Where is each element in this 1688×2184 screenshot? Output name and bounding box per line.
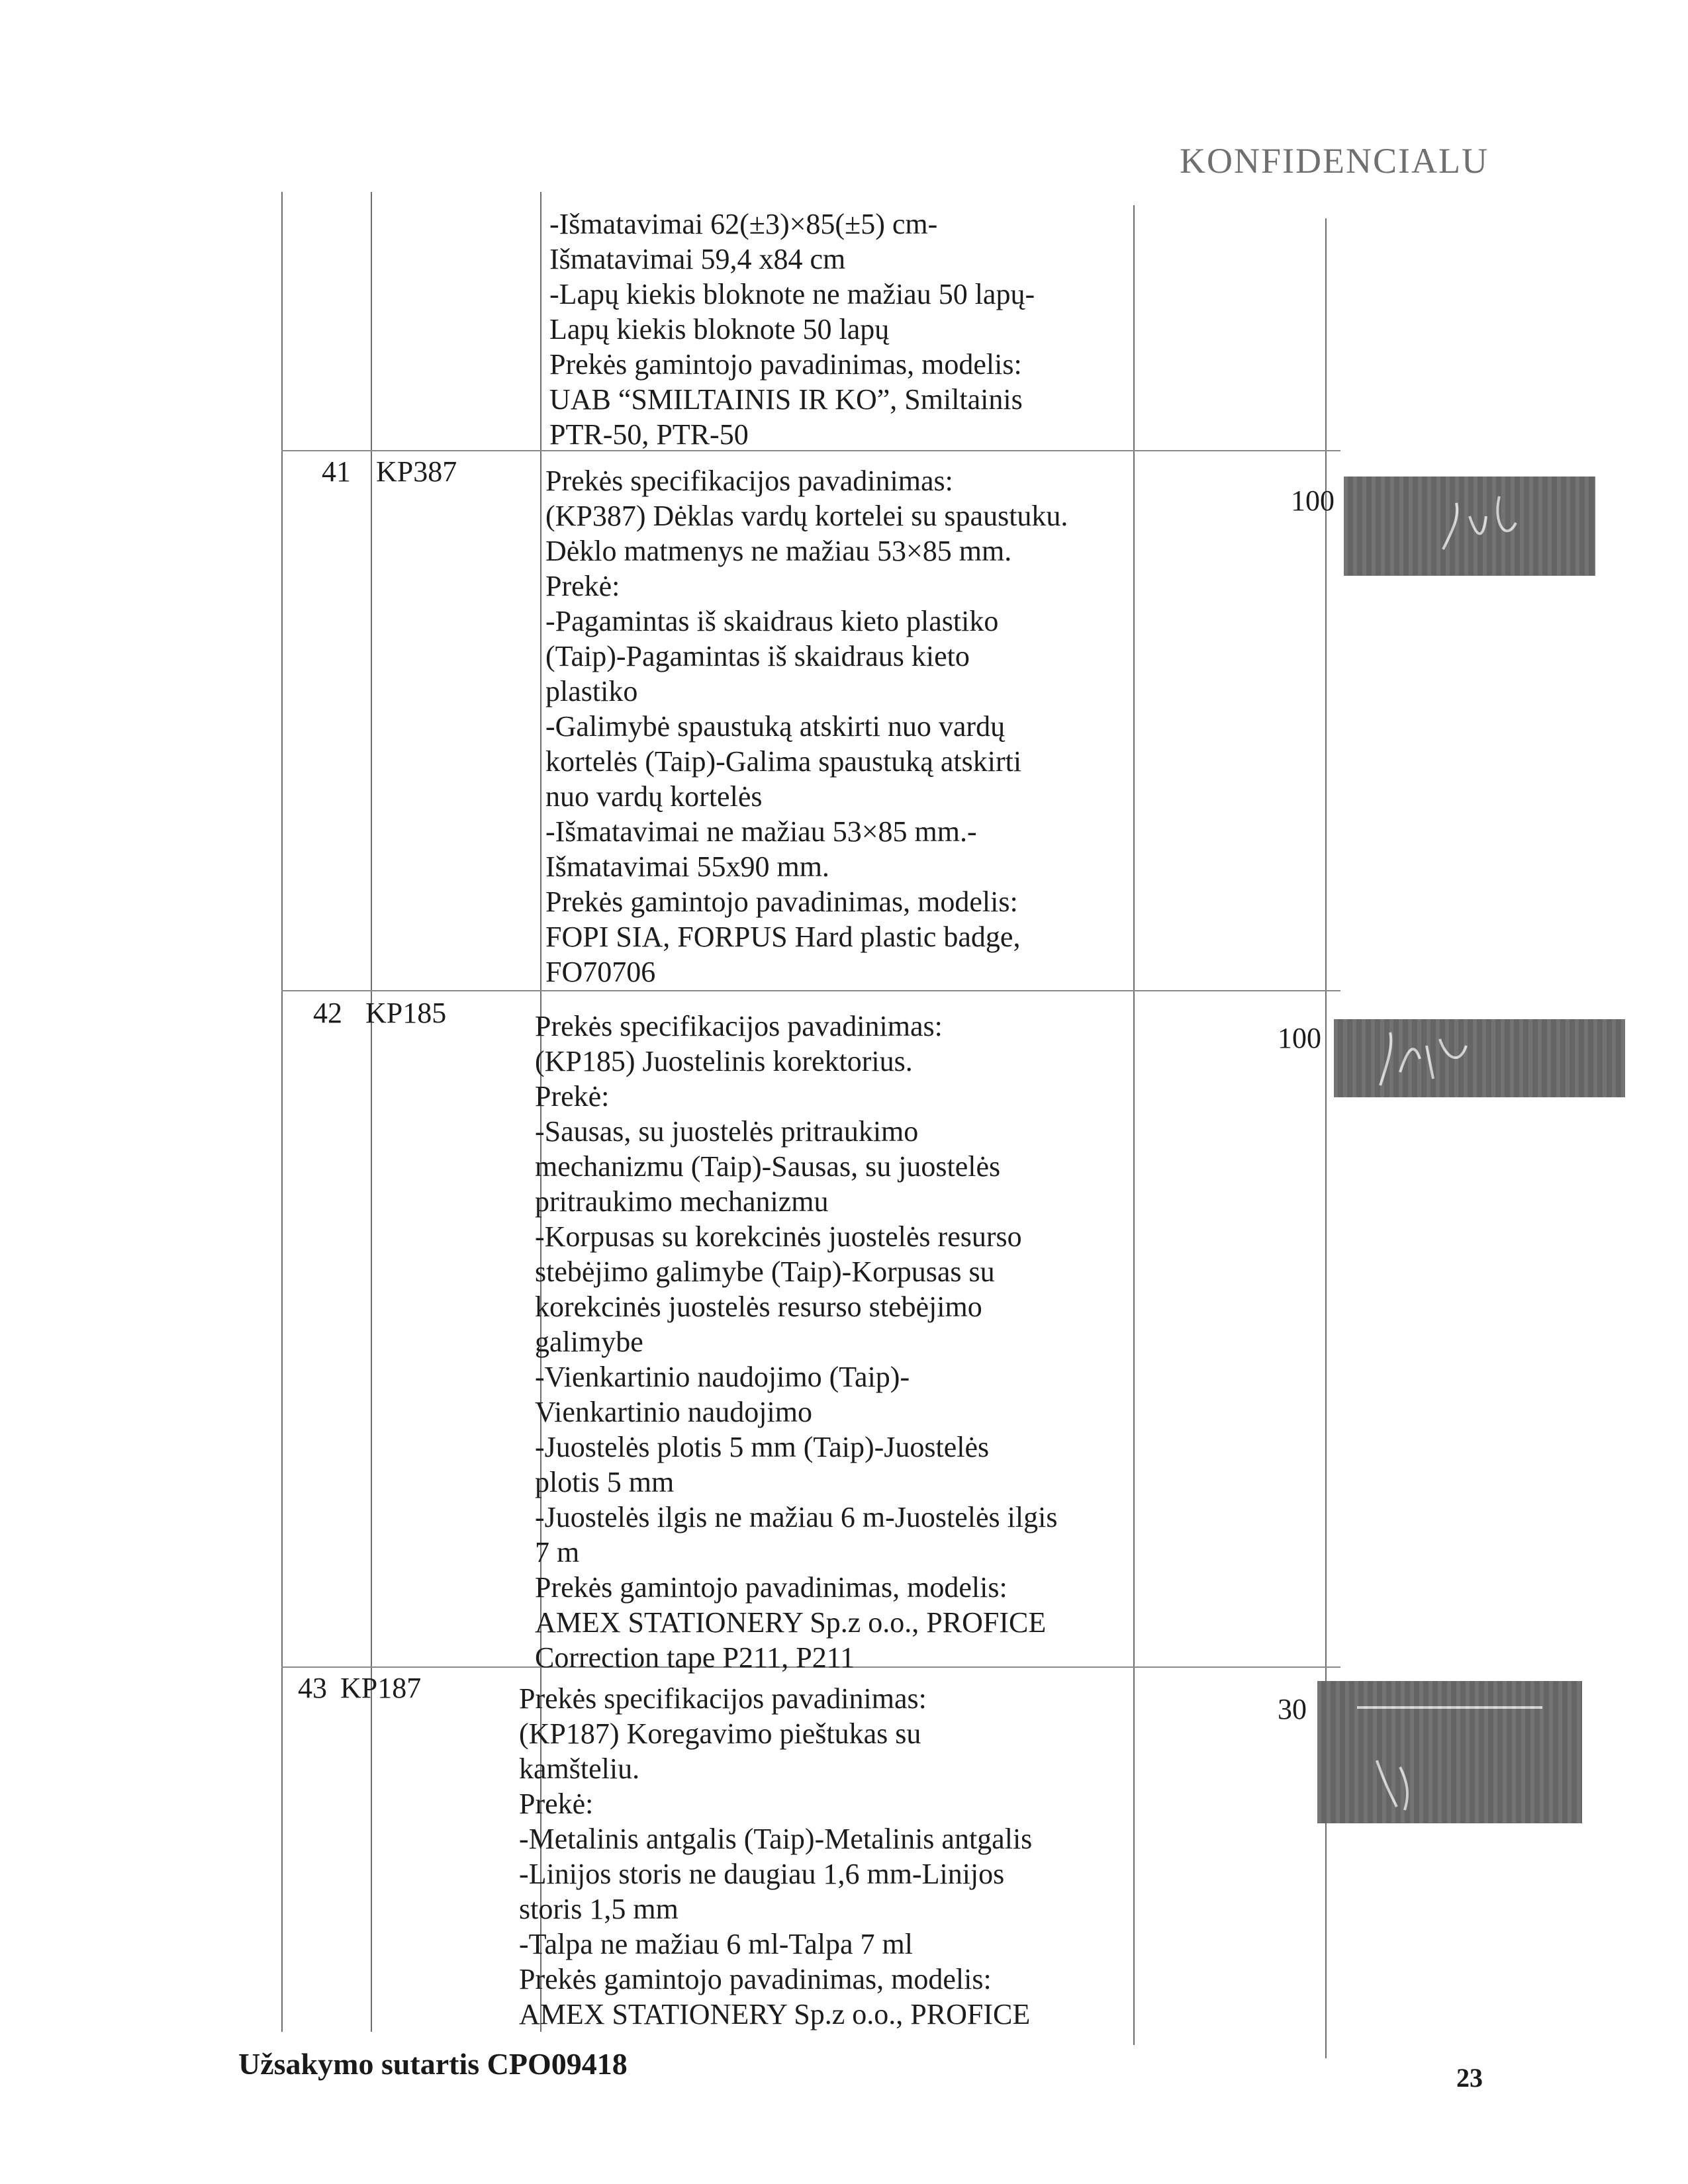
item-description: -Išmatavimai 62(±3)×85(±5) cm- Išmatavimai 59,4 x84 cm -Lapų kiekis bloknote ne mažiau 50 lapų- Lapų kiekis bloknote 50 lapų Prekės gamintojo pavadinimas, modelis: UAB “SMILTAINIS IR KO”, Smiltainis PTR-50, PTR-50 bbox=[549, 208, 1035, 451]
signature-stamp bbox=[1317, 1681, 1582, 1823]
item-code: KP187 bbox=[340, 1672, 422, 1704]
signature-stamp bbox=[1344, 477, 1595, 576]
page-number: 23 bbox=[1456, 2063, 1483, 2093]
item-number: 41 bbox=[322, 455, 351, 488]
confidential-mark: KONFIDENCIALU bbox=[1180, 141, 1489, 181]
item-number: 42 bbox=[313, 997, 342, 1029]
signature-scribble bbox=[1317, 1681, 1582, 1823]
item-description: Prekės specifikacijos pavadinimas: (KP185) Juostelinis korektorius. Prekė: -Sausas, su juostelės pritraukimo mechanizmu (Taip)-Sausas, su juostelės pritraukimo mechanizmu -Korpusas su korekcinės juostelės resurso stebėjimo galimybe (Taip)-Korpusas su korekcinės juostelės resurso stebėjimo galimybe -Vienkartinio naudojimo (Taip)- Vienkartinio naudojimo -Juostelės plotis 5 mm (Taip)-Juostelės plotis 5 mm -Juostelės ilgis ne mažiau 6 m-Juostelės ilgis 7 m Prekės gamintojo pavadinimas, modelis: AMEX STATIONERY Sp.z o.o., PROFICE Correction tape P211, P211 bbox=[535, 1010, 1058, 1674]
item-quantity: 100 bbox=[1291, 484, 1335, 517]
table-border-num-code bbox=[371, 192, 372, 2032]
table-border-left bbox=[281, 192, 283, 2032]
contract-reference: Užsakymo sutartis CPO09418 bbox=[238, 2047, 628, 2081]
item-description: Prekės specifikacijos pavadinimas: (KP387) Dėklas vardų kortelei su spaustuku. Dėklo matmenys ne mažiau 53×85 mm. Prekė: -Pagamintas iš skaidraus kieto plastiko (Taip)-Pagamintas iš skaidraus kieto plastiko -Galimybė spaustuką atskirti nuo vardų kortelės (Taip)-Galima spaustuką atskirti nuo vardų kortelės -Išmatavimai ne mažiau 53×85 mm.- Išmatavimai 55x90 mm. Prekės gamintojo pavadinimas, modelis: FOPI SIA, FORPUS Hard plastic badge, FO70706 bbox=[545, 465, 1068, 988]
item-code: KP185 bbox=[365, 997, 447, 1029]
row-separator bbox=[281, 990, 1340, 991]
item-description: Prekės specifikacijos pavadinimas: (KP187) Koregavimo pieštukas su kamšteliu. Prekė: -Metalinis antgalis (Taip)-Metalinis antgalis -Linijos storis ne daugiau 1,6 mm-Linijos storis 1,5 mm -Talpa ne mažiau 6 ml-Talpa 7 ml Prekės gamintojo pavadinimas, modelis: AMEX STATIONERY Sp.z o.o., PROFICE bbox=[519, 1682, 1033, 2030]
item-code: KP387 bbox=[376, 455, 457, 488]
signature-scribble bbox=[1344, 477, 1595, 576]
item-quantity: 100 bbox=[1278, 1022, 1321, 1054]
item-number: 43 bbox=[298, 1672, 327, 1704]
item-quantity: 30 bbox=[1278, 1693, 1307, 1725]
signature-stamp bbox=[1334, 1019, 1625, 1097]
signature-scribble bbox=[1334, 1019, 1625, 1097]
